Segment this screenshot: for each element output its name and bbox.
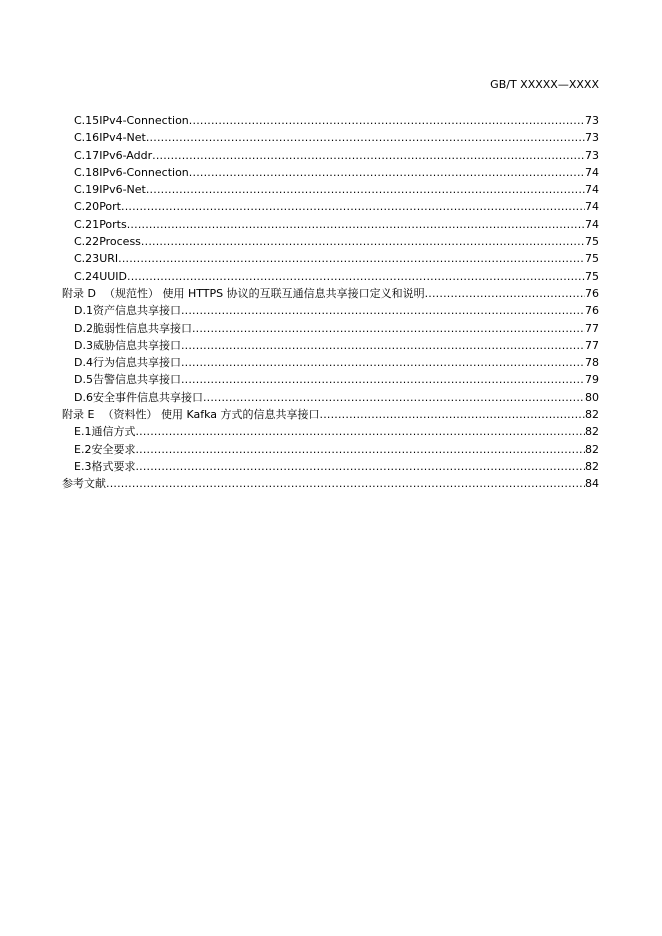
toc-entry-number: C.23 bbox=[74, 252, 100, 266]
toc-entry-page: 73 bbox=[585, 131, 599, 145]
toc-entry-d5[interactable] bbox=[62, 371, 599, 388]
toc-leader-dots bbox=[320, 406, 586, 423]
toc-entry-page: 79 bbox=[585, 373, 599, 387]
toc-entry-title: 安全事件信息共享接口 bbox=[92, 390, 203, 404]
toc-leader-dots bbox=[203, 389, 585, 406]
toc-leader-dots bbox=[189, 164, 585, 181]
toc-entry-c23[interactable] bbox=[62, 250, 599, 267]
toc-entry-page: 74 bbox=[585, 217, 599, 231]
toc-entry-number: D.6 bbox=[74, 390, 93, 404]
toc-entry-page: 82 bbox=[585, 459, 599, 473]
toc-entry-title: 通信方式 bbox=[91, 425, 136, 439]
toc-entry-c20[interactable] bbox=[62, 198, 599, 215]
toc-entry-references[interactable] bbox=[62, 475, 599, 492]
toc-entry-number: C.16 bbox=[74, 131, 100, 145]
toc-entry-c19[interactable] bbox=[62, 181, 599, 198]
toc-entry-c17[interactable] bbox=[62, 147, 599, 164]
toc-entry-title: 告警信息共享接口 bbox=[92, 373, 181, 387]
toc-entry-e1[interactable] bbox=[62, 423, 599, 440]
toc-entry-title: 威胁信息共享接口 bbox=[92, 338, 181, 352]
toc-leader-dots bbox=[135, 441, 585, 458]
toc-leader-dots bbox=[425, 285, 585, 302]
toc-entry-number: D.3 bbox=[74, 338, 93, 352]
toc-entry-page: 74 bbox=[585, 165, 599, 179]
toc-entry-title: Process bbox=[99, 235, 141, 249]
toc-entry-page: 75 bbox=[585, 269, 599, 283]
toc-entry-page: 75 bbox=[585, 252, 599, 266]
toc-leader-dots bbox=[181, 354, 585, 371]
toc-entry-title: Ports bbox=[99, 217, 127, 231]
toc-entry-number: D.1 bbox=[74, 304, 93, 318]
toc-entry-title: （规范性） 使用 HTTPS 协议的互联互通信息共享接口定义和说明 bbox=[103, 286, 425, 300]
toc-leader-dots bbox=[135, 423, 585, 440]
document-code-header: GB/T XXXXX—XXXX bbox=[490, 78, 599, 91]
toc-leader-dots bbox=[121, 198, 585, 215]
toc-entry-number: C.21 bbox=[74, 217, 100, 231]
toc-entry-title: 格式要求 bbox=[91, 459, 136, 473]
toc-leader-dots bbox=[146, 129, 585, 146]
toc-entry-c18[interactable] bbox=[62, 164, 599, 181]
toc-entry-number: E.1 bbox=[74, 425, 92, 439]
toc-entry-page: 82 bbox=[585, 425, 599, 439]
toc-entry-number: C.17 bbox=[74, 148, 100, 162]
toc-entry-number: C.15 bbox=[74, 114, 100, 127]
toc-entry-c21[interactable] bbox=[62, 216, 599, 233]
toc-entry-number: C.19 bbox=[74, 183, 100, 197]
toc-entry-number: 附录 E bbox=[62, 408, 95, 422]
toc-entry-title: 参考文献 bbox=[62, 477, 106, 491]
toc-entry-number: C.20 bbox=[74, 200, 100, 214]
toc-entry-title: 脆弱性信息共享接口 bbox=[92, 321, 192, 335]
toc-entry-page: 77 bbox=[585, 338, 599, 352]
toc-entry-title: UUID bbox=[99, 269, 128, 283]
toc-leader-dots bbox=[189, 112, 585, 129]
toc-entry-number: C.22 bbox=[74, 235, 100, 249]
toc-leader-dots bbox=[181, 302, 585, 319]
toc-entry-title: IPv4-Net bbox=[99, 131, 146, 145]
toc-entry-appendix-d[interactable] bbox=[62, 285, 599, 302]
toc-entry-number: D.5 bbox=[74, 373, 93, 387]
toc-entry-c22[interactable] bbox=[62, 233, 599, 250]
toc-leader-dots bbox=[118, 250, 585, 267]
toc-entry-number: C.18 bbox=[74, 165, 100, 179]
toc-leader-dots bbox=[181, 337, 585, 354]
toc-leader-dots bbox=[127, 268, 585, 285]
toc-entry-e2[interactable] bbox=[62, 441, 599, 458]
toc-entry-c16[interactable] bbox=[62, 129, 599, 146]
toc-entry-number: D.4 bbox=[74, 356, 93, 370]
toc-entry-page: 82 bbox=[585, 442, 599, 456]
toc-entry-e3[interactable] bbox=[62, 458, 599, 475]
toc-entry-page: 74 bbox=[585, 200, 599, 214]
toc-entry-title: 安全要求 bbox=[91, 442, 136, 456]
toc-entry-page: 82 bbox=[585, 408, 599, 422]
toc-entry-c24[interactable] bbox=[62, 268, 599, 285]
toc-entry-page: 78 bbox=[585, 356, 599, 370]
toc-entry-number: D.2 bbox=[74, 321, 93, 335]
toc-leader-dots bbox=[127, 216, 585, 233]
table-of-contents bbox=[62, 112, 599, 493]
toc-entry-appendix-e[interactable] bbox=[62, 406, 599, 423]
toc-entry-title: IPv6-Addr bbox=[99, 148, 153, 162]
toc-entry-page: 80 bbox=[585, 390, 599, 404]
toc-entry-d6[interactable] bbox=[62, 389, 599, 406]
toc-entry-page: 76 bbox=[585, 304, 599, 318]
toc-entry-d2[interactable] bbox=[62, 320, 599, 337]
toc-leader-dots bbox=[135, 458, 585, 475]
toc-entry-number: 附录 D bbox=[62, 286, 96, 300]
toc-entry-title: （资料性） 使用 Kafka 方式的信息共享接口 bbox=[102, 408, 320, 422]
toc-entry-title: IPv6-Net bbox=[99, 183, 146, 197]
toc-entry-d4[interactable] bbox=[62, 354, 599, 371]
toc-leader-dots bbox=[192, 320, 585, 337]
toc-leader-dots bbox=[106, 475, 585, 492]
toc-entry-title: IPv4-Connection bbox=[99, 114, 189, 127]
toc-entry-number: E.3 bbox=[74, 459, 92, 473]
toc-entry-page: 84 bbox=[585, 477, 599, 491]
toc-entry-d1[interactable] bbox=[62, 302, 599, 319]
toc-entry-page: 73 bbox=[585, 114, 599, 127]
toc-entry-number: C.24 bbox=[74, 269, 100, 283]
toc-entry-title: 行为信息共享接口 bbox=[92, 356, 181, 370]
toc-leader-dots bbox=[146, 181, 585, 198]
toc-leader-dots bbox=[152, 147, 585, 164]
toc-entry-d3[interactable] bbox=[62, 337, 599, 354]
toc-entry-title: Port bbox=[99, 200, 121, 214]
toc-entry-page: 75 bbox=[585, 235, 599, 249]
toc-entry-page: 77 bbox=[585, 321, 599, 335]
toc-entry-title: 资产信息共享接口 bbox=[92, 304, 181, 318]
toc-entry-page: 73 bbox=[585, 148, 599, 162]
toc-leader-dots bbox=[141, 233, 585, 250]
toc-entry-c15[interactable] bbox=[62, 112, 599, 129]
toc-entry-page: 76 bbox=[585, 286, 599, 300]
toc-entry-page: 74 bbox=[585, 183, 599, 197]
toc-entry-title: URI bbox=[99, 252, 119, 266]
toc-entry-number: E.2 bbox=[74, 442, 92, 456]
toc-entry-title: IPv6-Connection bbox=[99, 165, 189, 179]
toc-leader-dots bbox=[181, 371, 585, 388]
